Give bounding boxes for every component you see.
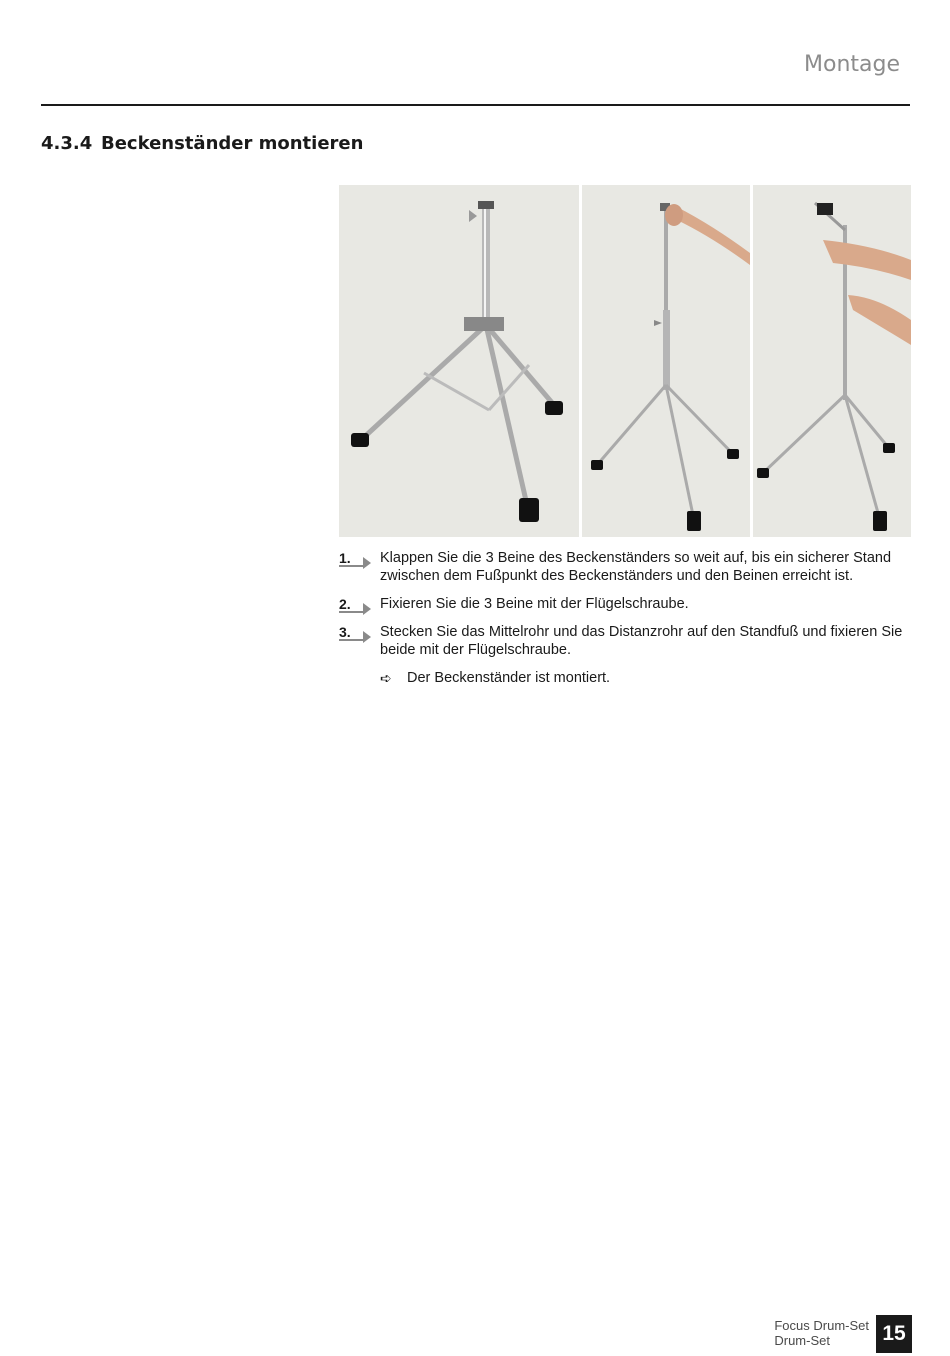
step-number: 1.: [339, 550, 351, 566]
footer-product-type: Drum-Set: [774, 1333, 830, 1348]
step-1: [339, 549, 911, 585]
step-text: Stecken Sie das Mittelrohr und das Distanzrohr auf den Standfuß und fixieren Sie beide mit der Flügelschraube.: [380, 624, 903, 658]
cymbal-stand-extended-photo: [582, 185, 750, 537]
step-marker: [339, 623, 373, 643]
step-marker: [339, 549, 373, 569]
header-divider: [41, 104, 910, 106]
step-text: Klappen Sie die 3 Beine des Beckenständers so weit auf, bis ein sicherer Stand zwischen dem Fußpunkt des Beckenständers und den Beinen erreicht ist.: [380, 550, 892, 584]
result-arrow-icon: ➪: [380, 670, 392, 686]
step-text: Fixieren Sie die 3 Beine mit der Flügelschraube.: [380, 596, 689, 612]
result-text: Der Beckenständer ist montiert.: [407, 670, 611, 686]
step-marker: [339, 595, 373, 615]
step-result: [339, 669, 911, 687]
instruction-steps: [339, 549, 911, 687]
page-header-title: Montage: [804, 52, 900, 77]
step-3: [339, 623, 911, 659]
step-number: 3.: [339, 624, 351, 640]
footer-product-name: Focus Drum-Set: [774, 1318, 869, 1333]
cymbal-stand-boom-photo: [753, 185, 911, 537]
footer-product: [774, 1318, 869, 1348]
section-heading: [41, 133, 363, 154]
section-number: 4.3.4: [41, 133, 93, 154]
section-title: Beckenständer montieren: [101, 133, 364, 154]
cymbal-stand-folded-photo: [339, 185, 579, 537]
step-2: [339, 595, 911, 613]
page-number: 15: [876, 1315, 912, 1353]
step-number: 2.: [339, 596, 351, 612]
